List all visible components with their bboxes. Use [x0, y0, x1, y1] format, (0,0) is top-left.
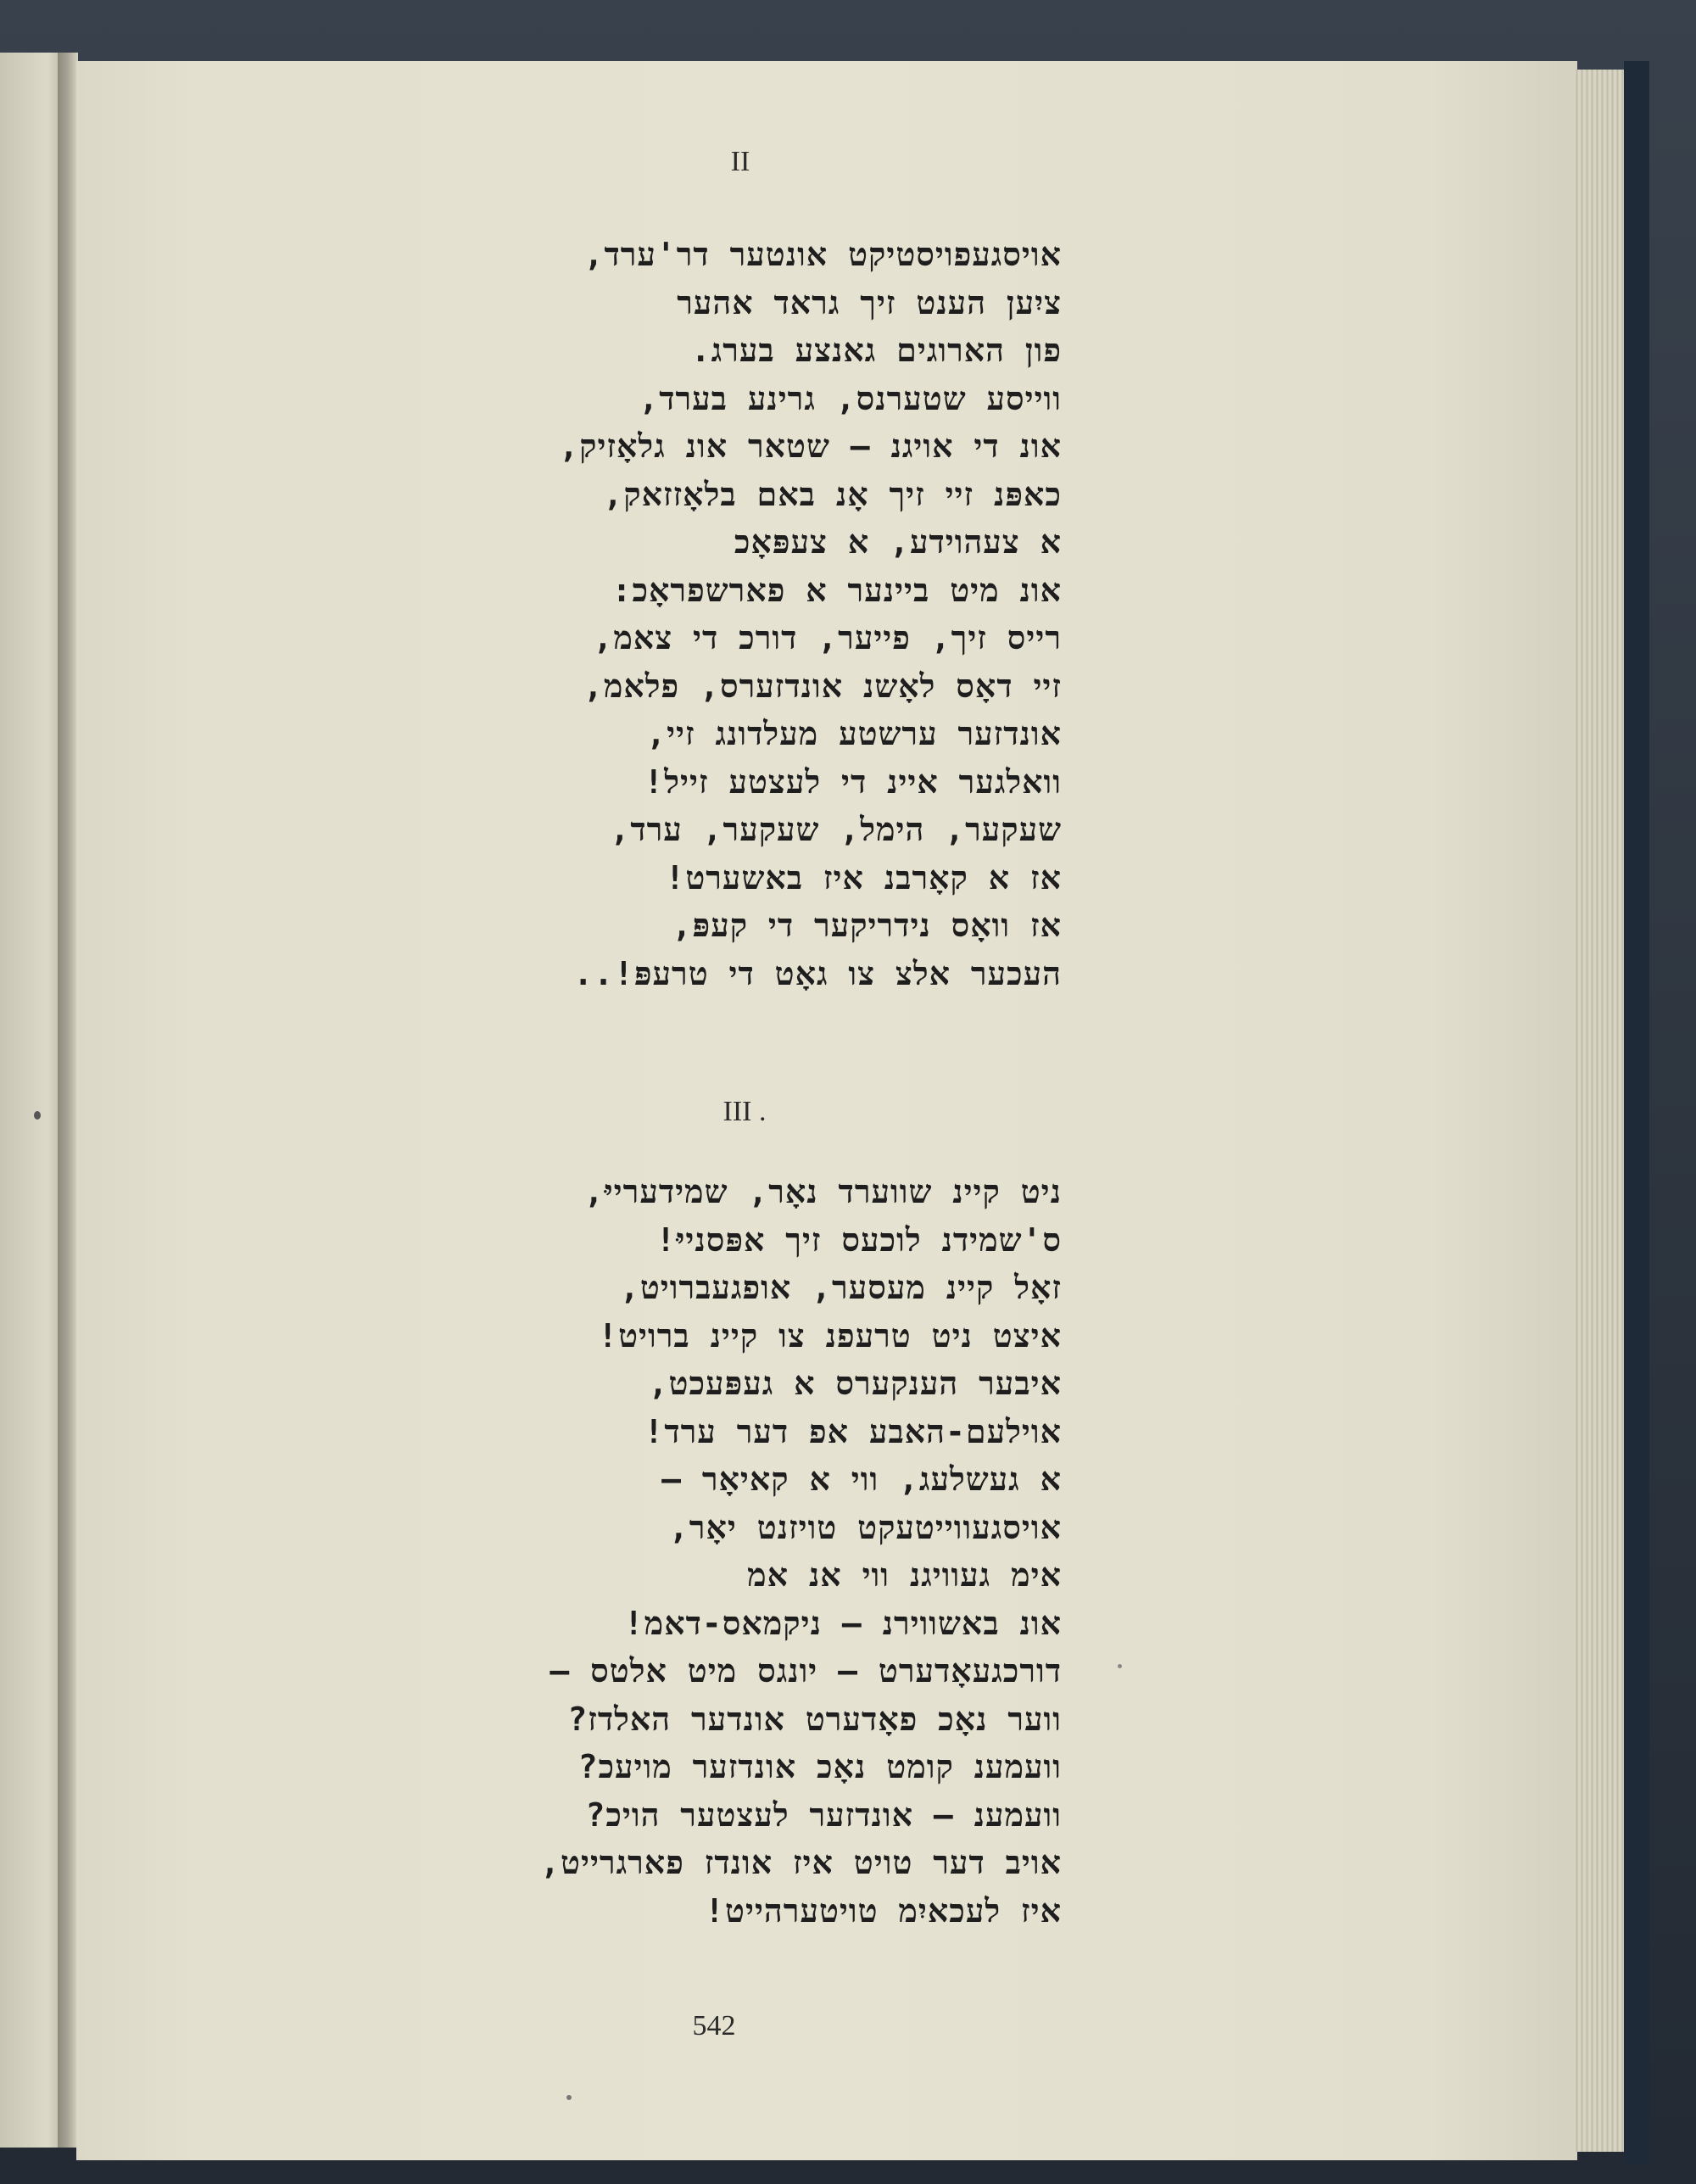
poem-line: זיי דאָס לאָשנ אונדזערס, פלאמ, [583, 667, 1062, 705]
poem-line: אונ מיט ביינער א פארשפראָכ: [611, 571, 1062, 609]
poem-line: דורכגעאָדערט — יונגס מיט אלטס — [550, 1652, 1062, 1690]
poem-line: שעקער, הימל, שעקער, ערד, [610, 811, 1062, 848]
page-stack-edge [1573, 70, 1624, 2152]
poem-line: כאפּנ זיי זיך אָנ באם בלאָזזאק, [603, 475, 1062, 513]
section-heading-3: III . [722, 1096, 767, 1127]
poem-section-2 [559, 231, 1062, 997]
poem-line: רייס זיך, פייער, דורכ די צאמ, [593, 619, 1062, 656]
poem-line: אוילעם-האבע אפ דער ערד! [644, 1412, 1062, 1450]
paper-speck [1118, 1664, 1122, 1668]
poem-line: פון הארוגים גאנצע בערג. [690, 332, 1062, 369]
page-number: 542 [692, 2010, 736, 2042]
poem-line: זאָל קיינ מעסער, אופגעברויט, [619, 1269, 1062, 1306]
poem-line: אונ די אויגנ — שטאר אונ גלאָזיק, [559, 427, 1062, 465]
poem-line: אויסגעפויסטיקט אונטער דר'ערד, [583, 236, 1062, 273]
poem-line: ווער נאָכ פאָדערט אונדער האלדז? [567, 1700, 1062, 1738]
poem-line: העכער אלצ צו גאָט די טרעפּ!.. [573, 954, 1062, 992]
paper-speck [566, 2095, 572, 2100]
poem-line: אונדזער ערשטע מעלדונג זיי, [646, 715, 1062, 752]
poem-line: ציִען הענט זיך גראד אהער [677, 283, 1062, 321]
poem-line: אונ באשווירנ — ניקמאס-דאמ! [623, 1604, 1062, 1642]
book-cover-edge [1624, 61, 1649, 2164]
poem-line: אויב דער טויט איז אונדז פארגרייט, [540, 1844, 1062, 1881]
poem-line: איז לעכאיִמ טויטערהייט! [705, 1891, 1062, 1930]
poem-line: וועמענ — אונדזער לעצטער הויכ? [585, 1796, 1062, 1834]
book-gutter [58, 53, 78, 2148]
poem-line: איצט ניט טרעפנ צו קיינ ברויט! [598, 1316, 1062, 1355]
poem-line: א צעהוידע, א צעפּאָכ [734, 523, 1062, 561]
poem-line: אימ געוויגנ ווי אנ אמ [747, 1556, 1062, 1594]
poem-line: אז א קאָרבנ איז באשערט! [665, 858, 1062, 897]
poem-line: וועמענ קומט נאָכ אונדזער מויעכ? [577, 1748, 1062, 1785]
section-heading-2: II [730, 146, 750, 177]
poem-line: אז וואָס נידריקער די קעפּ, [672, 907, 1062, 944]
poem-line: וואלגער איינ די לעצטע זייל! [644, 762, 1062, 801]
poem-line: ניט קיינ שווערד נאָר, שמידערייּ, [583, 1173, 1062, 1210]
poem-line: א געשלעג, ווי א קאיאָר — [661, 1461, 1062, 1498]
poem-line: ווייסע שטערנס, גרינע בערד, [639, 379, 1062, 417]
paper-speck [34, 1111, 41, 1120]
poem-line: ס'שמידנ לוכעס זיך אפּסנייּ! [656, 1220, 1062, 1259]
poem-section-3 [540, 1168, 1062, 1935]
poem-line: אויסגעווייטעקט טויזנט יאָר, [668, 1508, 1062, 1546]
poem-line: איבער הענקערס א געפּעכט, [648, 1365, 1062, 1402]
